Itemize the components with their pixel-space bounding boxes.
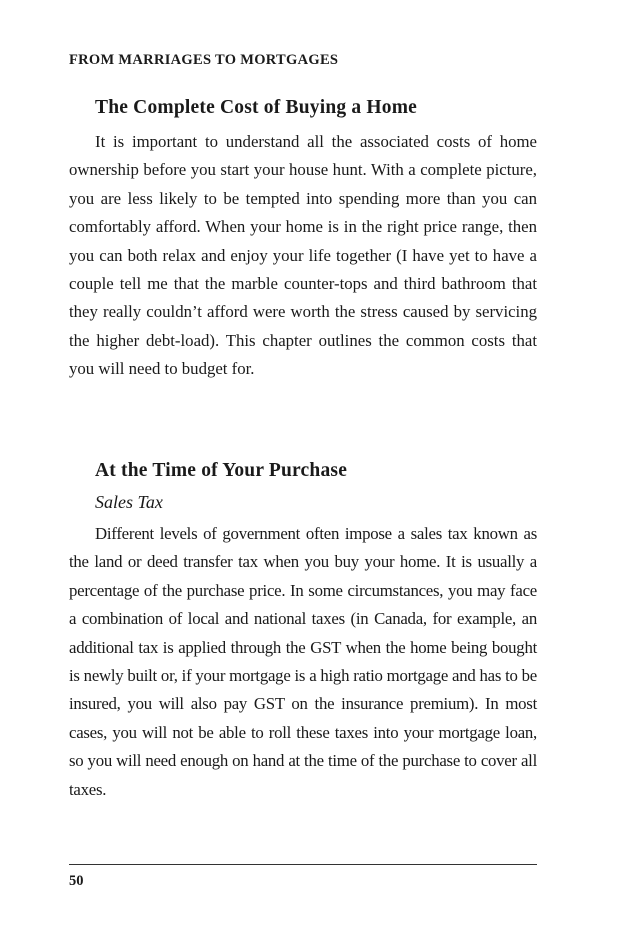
section-heading: At the Time of Your Purchase bbox=[95, 460, 348, 481]
subsection-heading: Sales Tax bbox=[95, 492, 163, 512]
chapter-heading: The Complete Cost of Buying a Home bbox=[95, 97, 418, 118]
sales-tax-paragraph bbox=[69, 520, 537, 804]
footer-rule bbox=[69, 864, 537, 865]
page-number: 50 bbox=[69, 873, 84, 889]
book-page bbox=[69, 0, 537, 940]
running-head: FROM MARRIAGES TO MORTGAGES bbox=[69, 52, 339, 68]
sales-tax-text: Different levels of government often impose a sales tax known as the land or deed transfer tax when you buy your home. It is usually a percentage of the purchase price. In some circumstances, you may face a combination of local and national taxes (in Canada, for example, an additional tax is applied through the GST when the home being bought is newly built or, if your mortgage is a high ratio mortgage and has to be insured, you will also pay GST on the insurance premium). In most cases, you will not be able to roll these taxes into your mortgage loan, so you will need enough on hand at the time of the purchase to cover all taxes. bbox=[69, 524, 537, 799]
intro-paragraph: It is important to understand all the associated costs of home ownership before you start your house hunt. With a complete picture, you are less likely to be tempted into spending more than you can comfortably afford. When your home is in the right price range, then you can both relax and enjoy your life together (I have yet to have a couple tell me that the marble counter-tops and third bathroom that they really couldn’t afford were worth the stress caused by servicing the higher debt-load). This chapter outlines the common costs that you will need to budget for. bbox=[69, 132, 537, 379]
